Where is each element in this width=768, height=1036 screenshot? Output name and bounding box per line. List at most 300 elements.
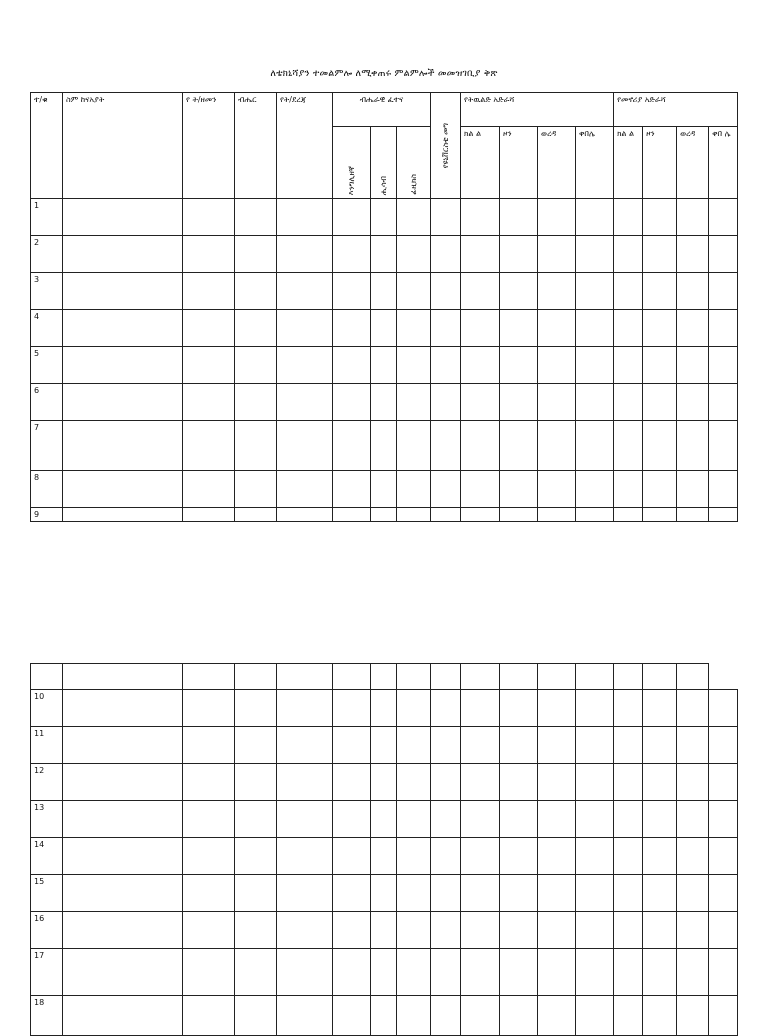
- res-region-cell[interactable]: [614, 199, 643, 236]
- res-zone-cell[interactable]: [643, 236, 677, 273]
- res-kebele-cell[interactable]: [709, 471, 738, 508]
- name-cell[interactable]: [63, 875, 183, 912]
- math-cell[interactable]: [371, 310, 397, 347]
- res-zone-cell[interactable]: [643, 801, 677, 838]
- physics-cell[interactable]: [397, 273, 431, 310]
- physics-cell[interactable]: [397, 838, 431, 875]
- education-cell[interactable]: [277, 310, 333, 347]
- res-woreda-cell[interactable]: [677, 727, 709, 764]
- name-cell[interactable]: [63, 236, 183, 273]
- birth-year-cell[interactable]: [183, 273, 235, 310]
- education-cell[interactable]: [277, 801, 333, 838]
- gpa-cell[interactable]: [431, 949, 461, 996]
- res-zone-cell[interactable]: [643, 764, 677, 801]
- res-woreda-cell[interactable]: [677, 838, 709, 875]
- birth-region-cell[interactable]: [461, 996, 500, 1036]
- english-cell[interactable]: [333, 764, 371, 801]
- res-zone-cell[interactable]: [643, 875, 677, 912]
- education-cell[interactable]: [277, 996, 333, 1036]
- res-kebele-cell[interactable]: [709, 996, 738, 1036]
- name-cell[interactable]: [63, 912, 183, 949]
- birth-kebele-cell[interactable]: [576, 236, 614, 273]
- birth-year-cell[interactable]: [183, 508, 235, 522]
- english-cell[interactable]: [333, 236, 371, 273]
- birth-year-cell[interactable]: [183, 236, 235, 273]
- res-woreda-cell[interactable]: [677, 764, 709, 801]
- res-region-cell[interactable]: [614, 801, 643, 838]
- res-kebele-cell[interactable]: [709, 801, 738, 838]
- physics-cell[interactable]: [397, 236, 431, 273]
- gpa-cell[interactable]: [431, 996, 461, 1036]
- physics-cell[interactable]: [397, 508, 431, 522]
- english-cell[interactable]: [333, 199, 371, 236]
- birth-kebele-cell[interactable]: [576, 310, 614, 347]
- res-kebele-cell[interactable]: [709, 875, 738, 912]
- birth-kebele-cell[interactable]: [576, 764, 614, 801]
- birth-zone-cell[interactable]: [500, 801, 538, 838]
- birth-woreda-cell[interactable]: [538, 801, 576, 838]
- physics-cell[interactable]: [397, 912, 431, 949]
- birth-region-cell[interactable]: [461, 838, 500, 875]
- header-residence-region: ክል ል: [614, 127, 643, 199]
- name-cell[interactable]: [63, 273, 183, 310]
- birth-zone-cell[interactable]: [500, 199, 538, 236]
- birth-woreda-cell[interactable]: [538, 764, 576, 801]
- birth-region-cell[interactable]: [461, 199, 500, 236]
- birth-zone-cell[interactable]: [500, 875, 538, 912]
- physics-cell[interactable]: [397, 471, 431, 508]
- gpa-cell[interactable]: [431, 838, 461, 875]
- education-cell[interactable]: [277, 347, 333, 384]
- table-row: [31, 508, 738, 522]
- res-zone-cell[interactable]: [643, 508, 677, 522]
- physics-cell[interactable]: [397, 384, 431, 421]
- education-cell[interactable]: [277, 273, 333, 310]
- res-region-cell[interactable]: [614, 996, 643, 1036]
- res-kebele-cell[interactable]: [709, 273, 738, 310]
- math-cell[interactable]: [371, 912, 397, 949]
- birth-region-cell[interactable]: [461, 310, 500, 347]
- birth-woreda-cell[interactable]: [538, 310, 576, 347]
- birth-woreda-cell[interactable]: [538, 838, 576, 875]
- res-kebele-cell[interactable]: [709, 236, 738, 273]
- math-cell[interactable]: [371, 471, 397, 508]
- birth-year-cell[interactable]: [183, 949, 235, 996]
- birth-kebele-cell[interactable]: [576, 912, 614, 949]
- birth-region-cell[interactable]: [461, 236, 500, 273]
- birth-woreda-cell[interactable]: [538, 199, 576, 236]
- birth-zone-cell[interactable]: [500, 764, 538, 801]
- birth-region-cell[interactable]: [461, 727, 500, 764]
- res-zone-cell[interactable]: [643, 996, 677, 1036]
- name-cell[interactable]: [63, 421, 183, 471]
- res-zone-cell[interactable]: [643, 912, 677, 949]
- birth-zone-cell[interactable]: [500, 508, 538, 522]
- physics-cell[interactable]: [397, 875, 431, 912]
- education-cell[interactable]: [277, 471, 333, 508]
- birth-kebele-cell[interactable]: [576, 875, 614, 912]
- math-cell[interactable]: [371, 838, 397, 875]
- birth-year-cell[interactable]: [183, 764, 235, 801]
- nationality-cell[interactable]: [235, 727, 277, 764]
- row-number: 15: [31, 875, 63, 912]
- education-cell[interactable]: [277, 838, 333, 875]
- physics-cell[interactable]: [397, 421, 431, 471]
- birth-year-cell[interactable]: [183, 912, 235, 949]
- birth-kebele-cell[interactable]: [576, 471, 614, 508]
- birth-woreda-cell[interactable]: [538, 471, 576, 508]
- name-cell[interactable]: [63, 838, 183, 875]
- birth-year-cell[interactable]: [183, 199, 235, 236]
- math-cell[interactable]: [371, 690, 397, 727]
- res-woreda-cell[interactable]: [677, 347, 709, 384]
- row-number: 5: [31, 347, 63, 384]
- english-cell[interactable]: [333, 875, 371, 912]
- physics-cell[interactable]: [397, 801, 431, 838]
- res-zone-cell[interactable]: [643, 727, 677, 764]
- res-zone-cell[interactable]: [643, 199, 677, 236]
- gpa-cell[interactable]: [431, 310, 461, 347]
- english-cell[interactable]: [333, 471, 371, 508]
- birth-region-cell[interactable]: [461, 347, 500, 384]
- english-cell[interactable]: [333, 949, 371, 996]
- math-cell[interactable]: [371, 727, 397, 764]
- nationality-cell[interactable]: [235, 384, 277, 421]
- res-zone-cell[interactable]: [643, 421, 677, 471]
- birth-woreda-cell[interactable]: [538, 421, 576, 471]
- math-cell[interactable]: [371, 421, 397, 471]
- english-cell[interactable]: [333, 384, 371, 421]
- res-kebele-cell[interactable]: [709, 199, 738, 236]
- res-woreda-cell[interactable]: [677, 875, 709, 912]
- res-kebele-cell[interactable]: [709, 912, 738, 949]
- birth-woreda-cell[interactable]: [538, 912, 576, 949]
- math-cell[interactable]: [371, 199, 397, 236]
- math-cell[interactable]: [371, 273, 397, 310]
- birth-woreda-cell[interactable]: [538, 690, 576, 727]
- nationality-cell[interactable]: [235, 347, 277, 384]
- gpa-cell[interactable]: [431, 347, 461, 384]
- name-cell[interactable]: [63, 508, 183, 522]
- birth-kebele-cell[interactable]: [576, 347, 614, 384]
- birth-woreda-cell[interactable]: [538, 949, 576, 996]
- res-zone-cell[interactable]: [643, 347, 677, 384]
- nationality-cell[interactable]: [235, 690, 277, 727]
- math-cell[interactable]: [371, 764, 397, 801]
- birth-woreda-cell[interactable]: [538, 875, 576, 912]
- math-cell[interactable]: [371, 347, 397, 384]
- res-woreda-cell[interactable]: [677, 236, 709, 273]
- birth-year-cell[interactable]: [183, 471, 235, 508]
- nationality-cell[interactable]: [235, 875, 277, 912]
- res-region-cell[interactable]: [614, 949, 643, 996]
- birth-kebele-cell[interactable]: [576, 384, 614, 421]
- math-cell[interactable]: [371, 508, 397, 522]
- nationality-cell[interactable]: [235, 199, 277, 236]
- registration-table-top: [30, 92, 738, 522]
- birth-kebele-cell[interactable]: [576, 199, 614, 236]
- gpa-cell[interactable]: [431, 912, 461, 949]
- header-residence-address: የመኖሪያ አድራሻ: [614, 93, 738, 127]
- birth-region-cell[interactable]: [461, 421, 500, 471]
- education-cell[interactable]: [277, 690, 333, 727]
- birth-year-cell[interactable]: [183, 384, 235, 421]
- table-row: [31, 421, 738, 471]
- res-kebele-cell[interactable]: [709, 690, 738, 727]
- birth-woreda-cell[interactable]: [538, 347, 576, 384]
- nationality-cell[interactable]: [235, 471, 277, 508]
- res-woreda-cell[interactable]: [677, 421, 709, 471]
- birth-year-cell[interactable]: [183, 875, 235, 912]
- nationality-cell[interactable]: [235, 310, 277, 347]
- name-cell[interactable]: [63, 996, 183, 1036]
- nationality-cell[interactable]: [235, 996, 277, 1036]
- physics-cell[interactable]: [397, 996, 431, 1036]
- name-cell[interactable]: [63, 471, 183, 508]
- education-cell[interactable]: [277, 727, 333, 764]
- res-region-cell[interactable]: [614, 508, 643, 522]
- birth-year-cell[interactable]: [183, 727, 235, 764]
- res-kebele-cell[interactable]: [709, 508, 738, 522]
- name-cell[interactable]: [63, 199, 183, 236]
- birth-year-cell[interactable]: [183, 996, 235, 1036]
- name-cell[interactable]: [63, 690, 183, 727]
- res-region-cell[interactable]: [614, 310, 643, 347]
- english-cell[interactable]: [333, 421, 371, 471]
- birth-region-cell[interactable]: [461, 384, 500, 421]
- education-cell[interactable]: [277, 875, 333, 912]
- birth-region-cell[interactable]: [461, 875, 500, 912]
- birth-region-cell[interactable]: [461, 690, 500, 727]
- gpa-cell[interactable]: [431, 273, 461, 310]
- gpa-cell[interactable]: [431, 764, 461, 801]
- nationality-cell[interactable]: [235, 838, 277, 875]
- birth-kebele-cell[interactable]: [576, 949, 614, 996]
- res-woreda-cell[interactable]: [677, 508, 709, 522]
- res-zone-cell[interactable]: [643, 310, 677, 347]
- birth-woreda-cell[interactable]: [538, 384, 576, 421]
- res-kebele-cell[interactable]: [709, 310, 738, 347]
- birth-zone-cell[interactable]: [500, 347, 538, 384]
- physics-cell[interactable]: [397, 199, 431, 236]
- nationality-cell[interactable]: [235, 764, 277, 801]
- table-row: [31, 471, 738, 508]
- res-woreda-cell[interactable]: [677, 912, 709, 949]
- birth-region-cell[interactable]: [461, 801, 500, 838]
- math-cell[interactable]: [371, 996, 397, 1036]
- birth-woreda-cell[interactable]: [538, 508, 576, 522]
- res-zone-cell[interactable]: [643, 690, 677, 727]
- res-kebele-cell[interactable]: [709, 347, 738, 384]
- math-cell[interactable]: [371, 875, 397, 912]
- res-region-cell[interactable]: [614, 471, 643, 508]
- res-zone-cell[interactable]: [643, 273, 677, 310]
- birth-zone-cell[interactable]: [500, 912, 538, 949]
- gpa-cell[interactable]: [431, 727, 461, 764]
- education-cell[interactable]: [277, 912, 333, 949]
- row-number: 14: [31, 838, 63, 875]
- math-cell[interactable]: [371, 236, 397, 273]
- res-region-cell[interactable]: [614, 764, 643, 801]
- res-woreda-cell[interactable]: [677, 949, 709, 996]
- name-cell[interactable]: [63, 764, 183, 801]
- nationality-cell[interactable]: [235, 949, 277, 996]
- name-cell[interactable]: [63, 949, 183, 996]
- res-zone-cell[interactable]: [643, 949, 677, 996]
- header-gpa-total: [431, 93, 461, 199]
- birth-year-cell[interactable]: [183, 690, 235, 727]
- birth-woreda-cell[interactable]: [538, 996, 576, 1036]
- res-woreda-cell[interactable]: [677, 471, 709, 508]
- res-kebele-cell[interactable]: [709, 949, 738, 996]
- birth-zone-cell[interactable]: [500, 310, 538, 347]
- gpa-cell[interactable]: [431, 199, 461, 236]
- english-cell[interactable]: [333, 508, 371, 522]
- res-region-cell[interactable]: [614, 690, 643, 727]
- birth-zone-cell[interactable]: [500, 727, 538, 764]
- gpa-cell[interactable]: [431, 236, 461, 273]
- res-woreda-cell[interactable]: [677, 690, 709, 727]
- birth-zone-cell[interactable]: [500, 273, 538, 310]
- english-cell[interactable]: [333, 801, 371, 838]
- res-region-cell[interactable]: [614, 347, 643, 384]
- birth-region-cell[interactable]: [461, 508, 500, 522]
- english-cell[interactable]: [333, 912, 371, 949]
- birth-zone-cell[interactable]: [500, 384, 538, 421]
- physics-cell[interactable]: [397, 949, 431, 996]
- physics-cell[interactable]: [397, 690, 431, 727]
- english-cell[interactable]: [333, 347, 371, 384]
- physics-cell[interactable]: [397, 764, 431, 801]
- birth-year-cell[interactable]: [183, 801, 235, 838]
- res-kebele-cell[interactable]: [709, 764, 738, 801]
- birth-year-cell[interactable]: [183, 347, 235, 384]
- birth-zone-cell[interactable]: [500, 236, 538, 273]
- name-cell[interactable]: [63, 310, 183, 347]
- birth-kebele-cell[interactable]: [576, 508, 614, 522]
- res-region-cell[interactable]: [614, 838, 643, 875]
- education-cell[interactable]: [277, 421, 333, 471]
- birth-year-cell[interactable]: [183, 310, 235, 347]
- birth-kebele-cell[interactable]: [576, 273, 614, 310]
- physics-cell[interactable]: [397, 347, 431, 384]
- name-cell[interactable]: [63, 384, 183, 421]
- birth-region-cell[interactable]: [461, 273, 500, 310]
- birth-year-cell[interactable]: [183, 838, 235, 875]
- english-cell[interactable]: [333, 996, 371, 1036]
- birth-region-cell[interactable]: [461, 912, 500, 949]
- birth-kebele-cell[interactable]: [576, 838, 614, 875]
- birth-zone-cell[interactable]: [500, 949, 538, 996]
- birth-kebele-cell[interactable]: [576, 421, 614, 471]
- birth-region-cell[interactable]: [461, 949, 500, 996]
- gpa-cell[interactable]: [431, 875, 461, 912]
- res-region-cell[interactable]: [614, 912, 643, 949]
- birth-woreda-cell[interactable]: [538, 273, 576, 310]
- res-woreda-cell[interactable]: [677, 273, 709, 310]
- res-region-cell[interactable]: [614, 273, 643, 310]
- physics-cell[interactable]: [397, 727, 431, 764]
- res-zone-cell[interactable]: [643, 384, 677, 421]
- res-kebele-cell[interactable]: [709, 727, 738, 764]
- birth-kebele-cell[interactable]: [576, 690, 614, 727]
- math-cell[interactable]: [371, 384, 397, 421]
- blank-cell: [677, 664, 709, 690]
- birth-kebele-cell[interactable]: [576, 996, 614, 1036]
- birth-zone-cell[interactable]: [500, 996, 538, 1036]
- birth-woreda-cell[interactable]: [538, 727, 576, 764]
- gpa-cell[interactable]: [431, 421, 461, 471]
- res-region-cell[interactable]: [614, 421, 643, 471]
- math-cell[interactable]: [371, 949, 397, 996]
- birth-region-cell[interactable]: [461, 471, 500, 508]
- gpa-cell[interactable]: [431, 690, 461, 727]
- name-cell[interactable]: [63, 347, 183, 384]
- res-woreda-cell[interactable]: [677, 996, 709, 1036]
- res-woreda-cell[interactable]: [677, 199, 709, 236]
- birth-woreda-cell[interactable]: [538, 236, 576, 273]
- gpa-cell[interactable]: [431, 384, 461, 421]
- education-cell[interactable]: [277, 236, 333, 273]
- name-cell[interactable]: [63, 727, 183, 764]
- english-cell[interactable]: [333, 838, 371, 875]
- birth-kebele-cell[interactable]: [576, 801, 614, 838]
- math-cell[interactable]: [371, 801, 397, 838]
- birth-zone-cell[interactable]: [500, 838, 538, 875]
- birth-zone-cell[interactable]: [500, 421, 538, 471]
- res-woreda-cell[interactable]: [677, 384, 709, 421]
- nationality-cell[interactable]: [235, 236, 277, 273]
- res-kebele-cell[interactable]: [709, 421, 738, 471]
- gpa-cell[interactable]: [431, 508, 461, 522]
- english-cell[interactable]: [333, 690, 371, 727]
- nationality-cell[interactable]: [235, 801, 277, 838]
- birth-year-cell[interactable]: [183, 421, 235, 471]
- res-region-cell[interactable]: [614, 236, 643, 273]
- res-woreda-cell[interactable]: [677, 801, 709, 838]
- nationality-cell[interactable]: [235, 508, 277, 522]
- english-cell[interactable]: [333, 727, 371, 764]
- res-zone-cell[interactable]: [643, 838, 677, 875]
- nationality-cell[interactable]: [235, 421, 277, 471]
- education-cell[interactable]: [277, 508, 333, 522]
- row-number: 6: [31, 384, 63, 421]
- res-woreda-cell[interactable]: [677, 310, 709, 347]
- physics-cell[interactable]: [397, 310, 431, 347]
- education-cell[interactable]: [277, 764, 333, 801]
- birth-zone-cell[interactable]: [500, 690, 538, 727]
- nationality-cell[interactable]: [235, 273, 277, 310]
- res-zone-cell[interactable]: [643, 471, 677, 508]
- gpa-cell[interactable]: [431, 801, 461, 838]
- birth-region-cell[interactable]: [461, 764, 500, 801]
- nationality-cell[interactable]: [235, 912, 277, 949]
- birth-zone-cell[interactable]: [500, 471, 538, 508]
- gpa-cell[interactable]: [431, 471, 461, 508]
- english-cell[interactable]: [333, 310, 371, 347]
- res-region-cell[interactable]: [614, 384, 643, 421]
- english-cell[interactable]: [333, 273, 371, 310]
- birth-kebele-cell[interactable]: [576, 727, 614, 764]
- res-region-cell[interactable]: [614, 727, 643, 764]
- name-cell[interactable]: [63, 801, 183, 838]
- education-cell[interactable]: [277, 949, 333, 996]
- res-region-cell[interactable]: [614, 875, 643, 912]
- res-kebele-cell[interactable]: [709, 838, 738, 875]
- education-cell[interactable]: [277, 384, 333, 421]
- res-kebele-cell[interactable]: [709, 384, 738, 421]
- education-cell[interactable]: [277, 199, 333, 236]
